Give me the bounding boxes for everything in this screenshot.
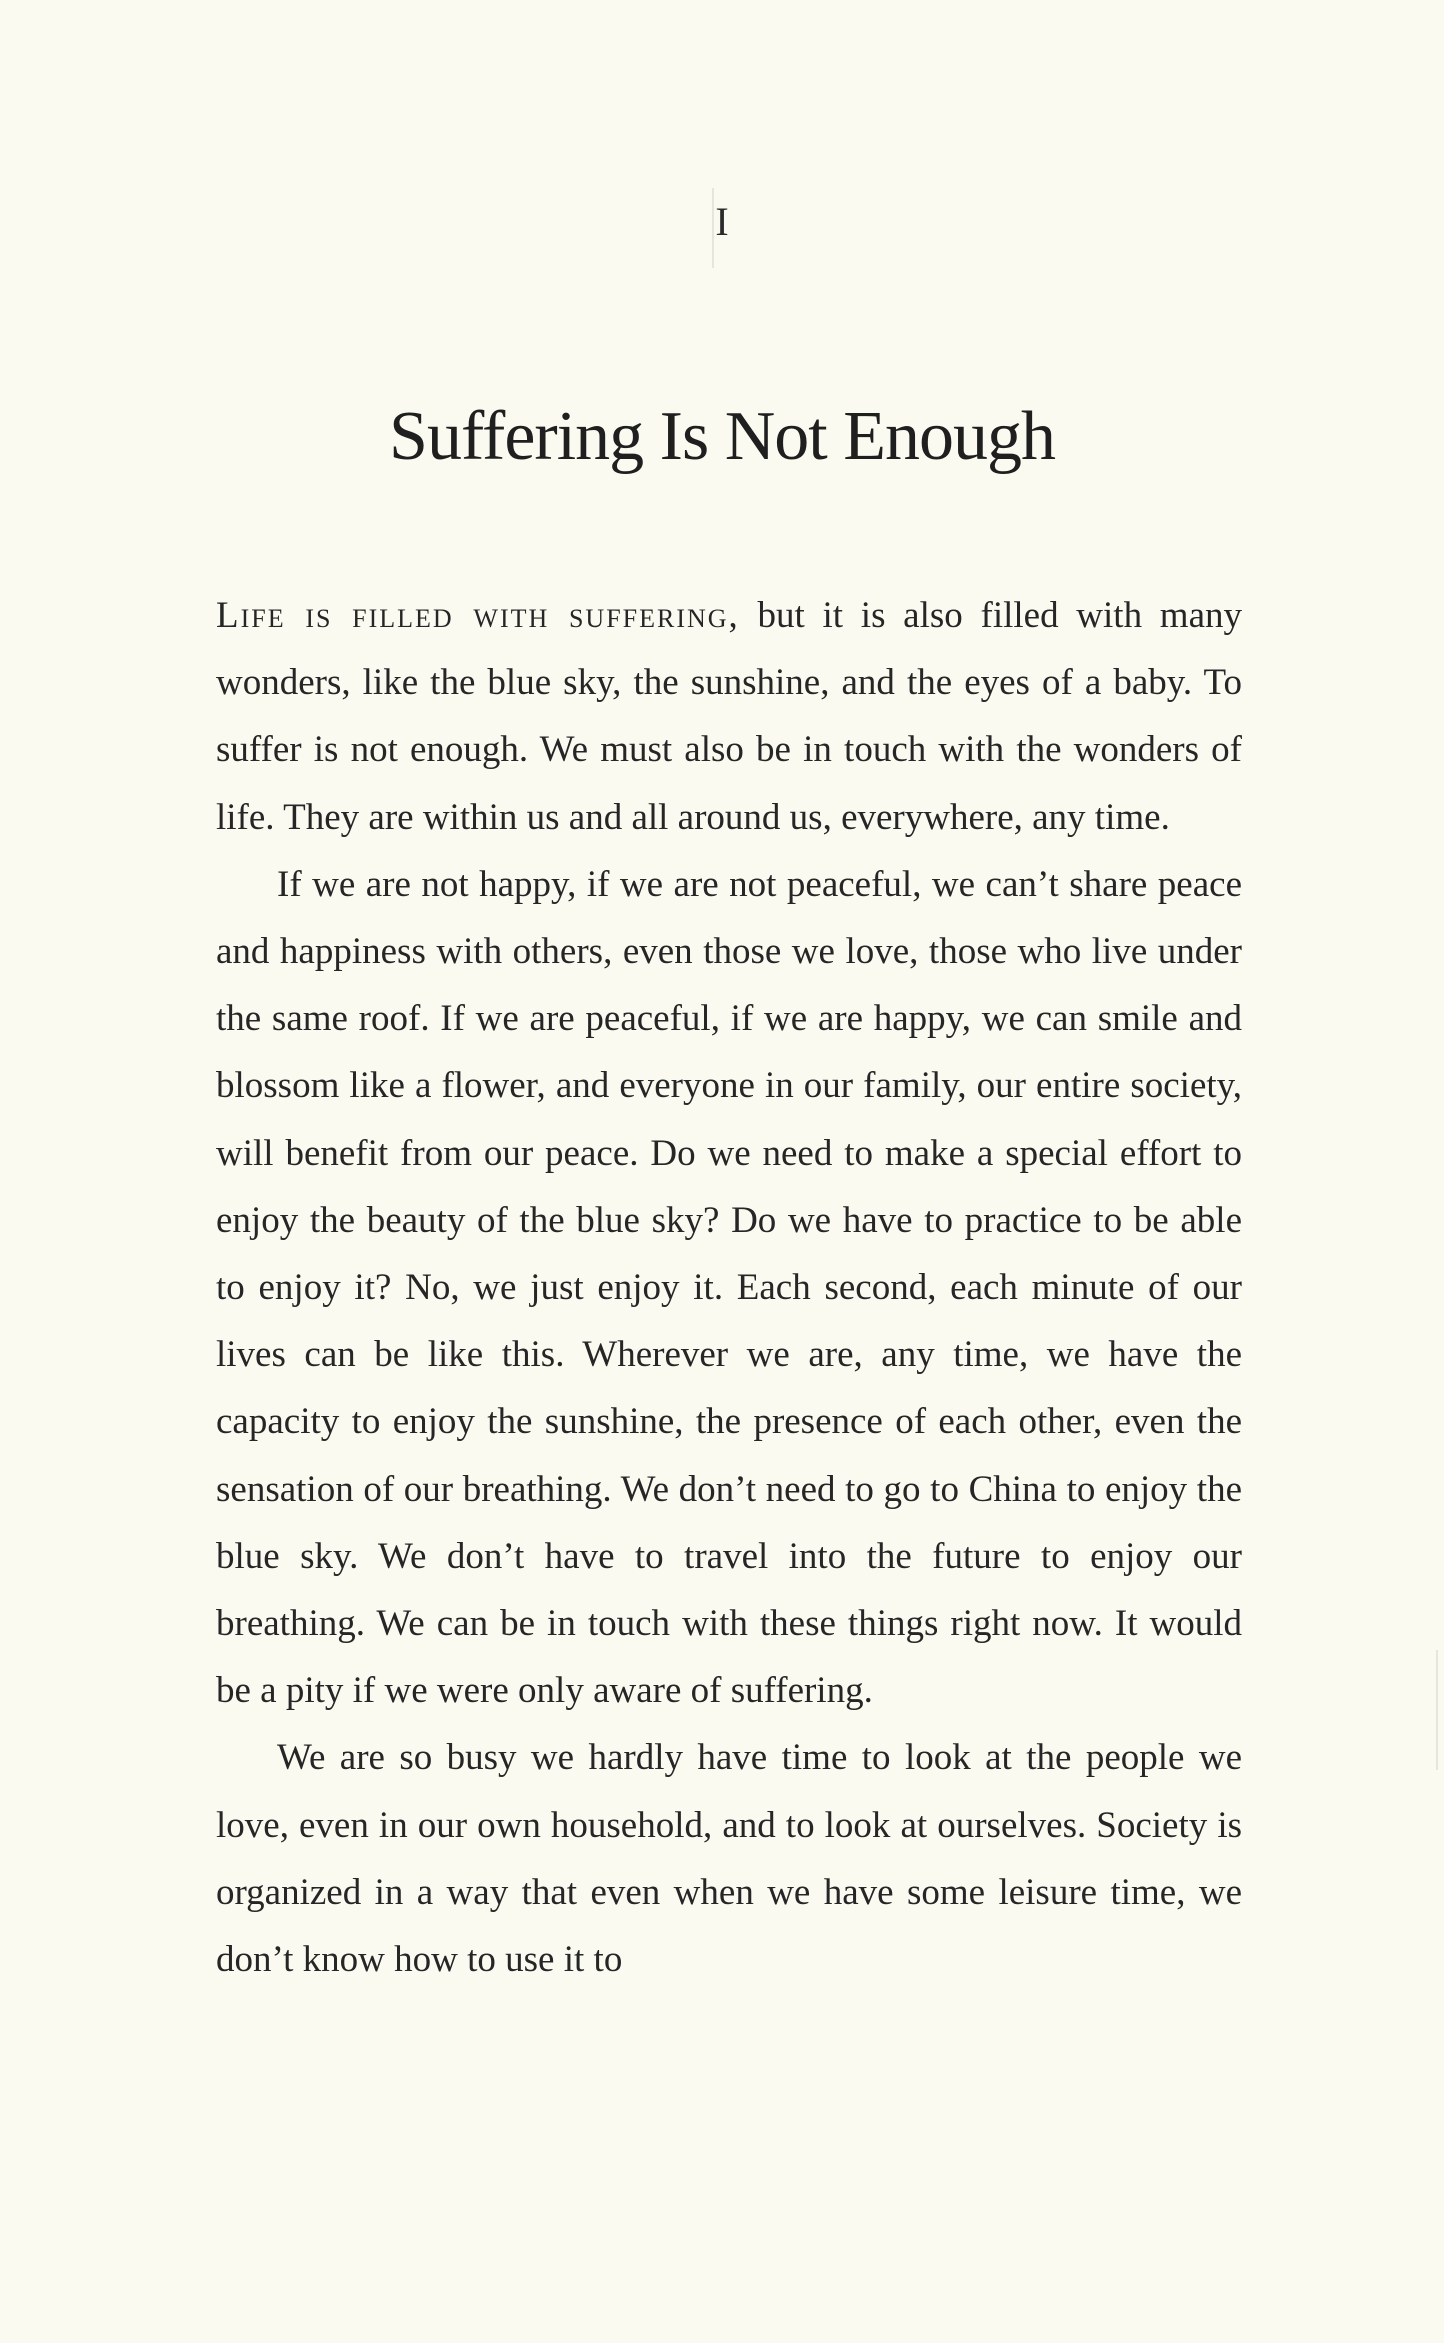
paragraph-2: If we are not happy, if we are not peaceful, we can’t share peace and happiness with others, even those we love, those who live under the same roof. If we are peaceful, if we are happy, we can smile and blossom like a flower, and everyone in our family, our entire society, will benefit from our peace. Do we need to make a special effort to enjoy the beauty of the blue sky? Do we have to practice to be able to enjoy it? No, we just enjoy it. Each second, each minute of our lives can be like this. Wherever we are, any time, we have the capacity to enjoy the sunshine, the presence of each other, even the sensation of our breathing. We don’t need to go to China to enjoy the blue sky. We don’t have to travel into the future to enjoy our breathing. We can be in touch with these things right now. It would be a pity if we were only aware of suffering. bbox=[216, 863, 1242, 1712]
paragraph-3: We are so busy we hardly have time to look at the people we love, even in our own household, and to look at ourselves. Society is organized in a way that even when we have some leisure time, we don’t know how to use it to bbox=[216, 1737, 1242, 1981]
chapter-title: Suffering Is Not Enough bbox=[389, 398, 1055, 475]
scan-edge-mark bbox=[1436, 1650, 1438, 1770]
paragraph-1-text: but it is also filled with many wonders, like the blue sky, the sunshine, and the eyes of a baby. To suffer is not enough. We must also be in touch with the wonders of life. They are within us and all around us, everywhere, any time. bbox=[216, 595, 1242, 838]
chapter-number: I bbox=[715, 199, 729, 244]
chapter-body bbox=[216, 582, 1242, 1993]
paragraph-lead-in: Life is filled with suffering, bbox=[216, 595, 740, 636]
paragraph-1 bbox=[216, 582, 1242, 851]
